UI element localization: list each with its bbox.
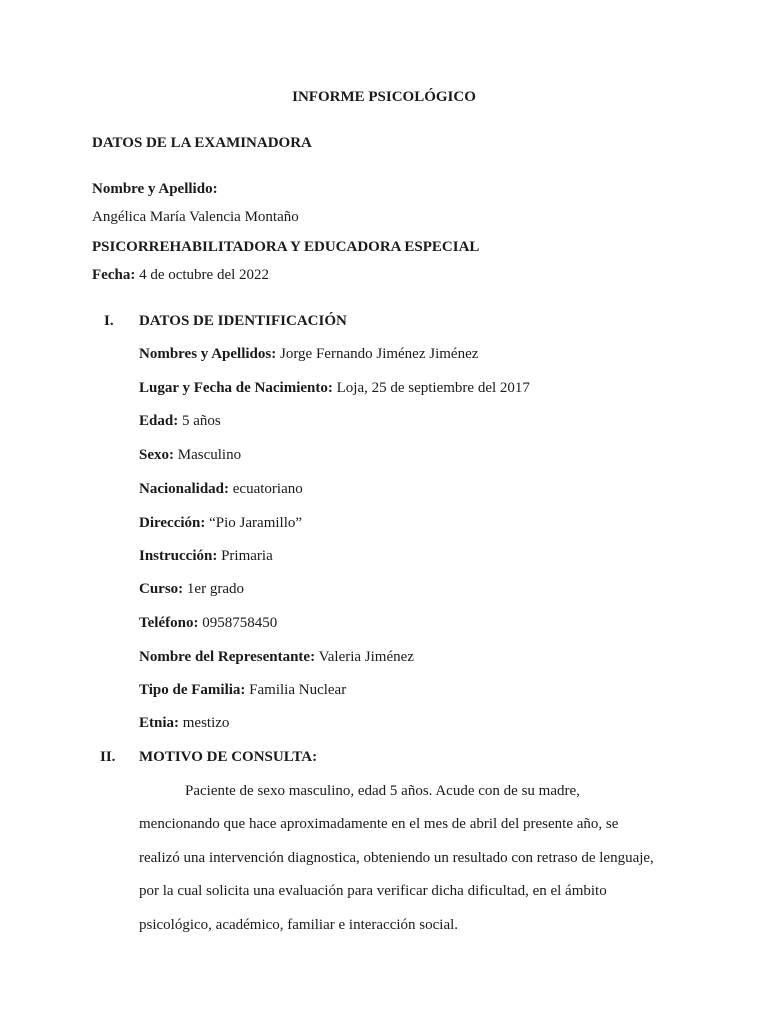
field-edad bbox=[139, 412, 221, 430]
section1-title: DATOS DE IDENTIFICACIÓN bbox=[139, 313, 347, 329]
field-value: 0958758450 bbox=[202, 615, 278, 631]
field-label: Nombre del Representante: bbox=[139, 649, 316, 665]
field-label: Tipo de Familia: bbox=[139, 682, 246, 698]
paragraph-line: Paciente de sexo masculino, edad 5 años. Acude con de su madre, bbox=[185, 783, 580, 799]
field-curso bbox=[139, 580, 244, 598]
field-value: Jorge Fernando Jiménez Jiménez bbox=[279, 346, 479, 362]
field-nombres bbox=[139, 345, 478, 363]
examiner-date-label: Fecha: bbox=[92, 267, 136, 283]
examiner-profession: PSICORREHABILITADORA Y EDUCADORA ESPECIAL bbox=[92, 239, 480, 255]
field-representante bbox=[139, 648, 414, 666]
examiner-name-value: Angélica María Valencia Montaño bbox=[92, 209, 299, 225]
field-label: Nombres y Apellidos: bbox=[139, 346, 277, 362]
field-telefono bbox=[139, 614, 277, 632]
field-value: 1er grado bbox=[186, 581, 244, 597]
field-value: “Pio Jaramillo” bbox=[209, 515, 303, 531]
field-value: Primaria bbox=[221, 548, 273, 564]
section1-numeral: I. bbox=[104, 313, 114, 329]
examiner-date-value: 4 de octubre del 2022 bbox=[139, 267, 270, 283]
field-nacionalidad bbox=[139, 480, 303, 498]
field-sexo bbox=[139, 446, 241, 464]
field-etnia bbox=[139, 714, 229, 732]
section2-title: MOTIVO DE CONSULTA: bbox=[139, 749, 318, 765]
field-label: Edad: bbox=[139, 413, 179, 429]
field-tipo-familia bbox=[139, 681, 346, 699]
examiner-section-title: DATOS DE LA EXAMINADORA bbox=[92, 135, 312, 151]
field-label: Dirección: bbox=[139, 515, 206, 531]
field-value: 5 años bbox=[181, 413, 221, 429]
field-label: Nacionalidad: bbox=[139, 481, 230, 497]
paragraph-line: psicológico, académico, familiar e interacción social. bbox=[139, 917, 459, 933]
examiner-date bbox=[92, 266, 269, 284]
field-value: Valeria Jiménez bbox=[318, 649, 414, 665]
field-direccion bbox=[139, 514, 302, 532]
examiner-name-label: Nombre y Apellido: bbox=[92, 181, 218, 197]
field-value: Loja, 25 de septiembre del 2017 bbox=[336, 380, 530, 396]
field-value: Masculino bbox=[177, 447, 242, 463]
field-label: Lugar y Fecha de Nacimiento: bbox=[139, 380, 333, 396]
paragraph-line: realizó una intervención diagnostica, obteniendo un resultado con retraso de lenguaje, bbox=[139, 850, 654, 866]
field-value: Familia Nuclear bbox=[249, 682, 347, 698]
field-label: Curso: bbox=[139, 581, 184, 597]
field-label: Etnia: bbox=[139, 715, 180, 731]
field-value: mestizo bbox=[182, 715, 230, 731]
field-value: ecuatoriano bbox=[232, 481, 303, 497]
field-lugar-fecha-nacimiento bbox=[139, 379, 530, 397]
paragraph-line: por la cual solicita una evaluación para verificar dicha dificultad, en el ámbito bbox=[139, 883, 607, 899]
field-instruccion bbox=[139, 547, 273, 565]
field-label: Teléfono: bbox=[139, 615, 199, 631]
section2-numeral: II. bbox=[100, 749, 116, 765]
paragraph-line: mencionando que hace aproximadamente en el mes de abril del presente año, se bbox=[139, 816, 619, 832]
field-label: Instrucción: bbox=[139, 548, 218, 564]
field-label: Sexo: bbox=[139, 447, 174, 463]
document-title: INFORME PSICOLÓGICO bbox=[292, 89, 476, 105]
